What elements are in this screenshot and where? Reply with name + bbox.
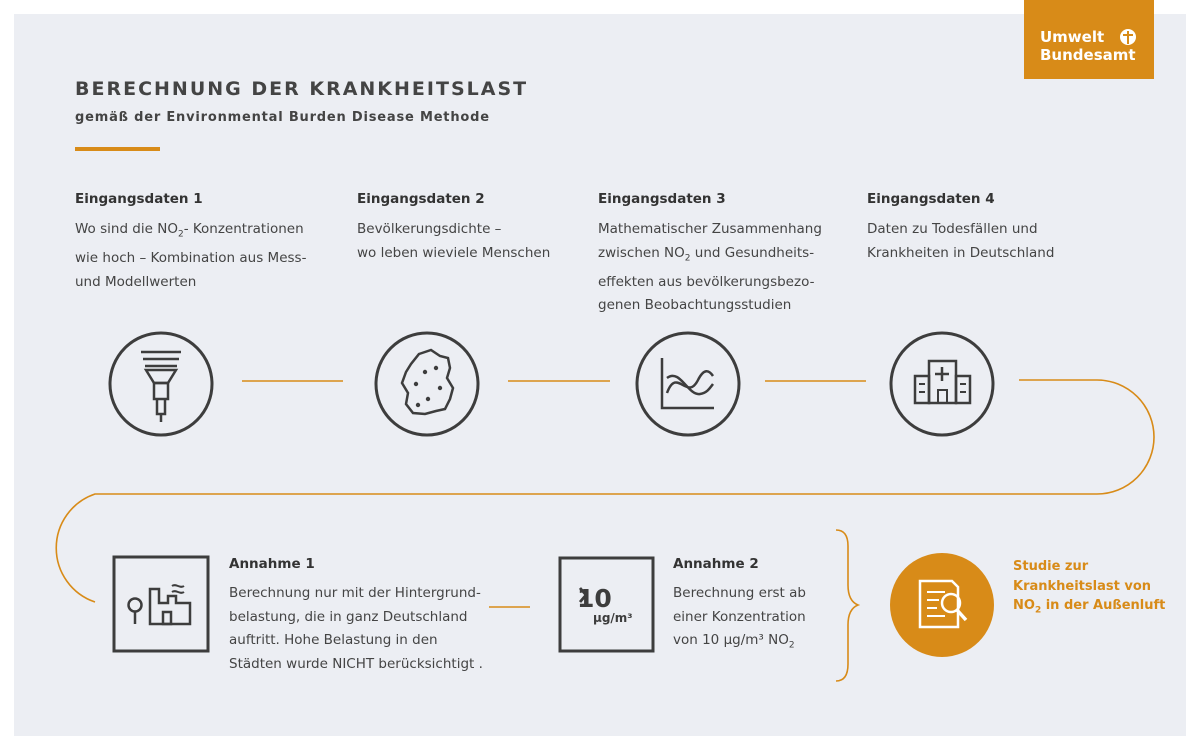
- factory-tree-icon: [114, 557, 208, 651]
- input-2-text: Bevölkerungsdichte – wo leben wieviele Menschen: [357, 221, 551, 261]
- input-4-heading: Eingangsdaten 4: [867, 191, 995, 207]
- germany-map-icon: [376, 333, 478, 435]
- logo-line-1: Umwelt: [1040, 28, 1105, 46]
- input-4-text: Daten zu Todesfällen und Krankheiten in Deutschland: [867, 221, 1055, 261]
- page-subtitle: gemäß der Environmental Burden Disease Methode: [75, 110, 490, 125]
- assumption-2-heading: Annahme 2: [673, 556, 759, 572]
- threshold-unit: µg/m³: [593, 611, 633, 625]
- assumption-2-text: Berechnung erst ab einer Konzentration von 10 µg/m³ $NO_2$: [673, 585, 806, 651]
- input-1-text: Wo sind die $NO_2-$ Konzentrationen wie hoch – Kombination aus Mess- und Modellwerten: [75, 221, 307, 290]
- connector-snake: [56, 380, 1154, 602]
- bracket: [836, 530, 858, 681]
- input-3-text: Mathematischer Zusammenhang zwischen $NO_2$ und Gesundheits- effekten aus bevölkerungsbezo- genen Beobachtungsstudien: [598, 221, 822, 314]
- assumption-1-text: Berechnung nur mit der Hintergrund- belastung, die in ganz Deutschland auftritt. Hohe Belastung in den Städten wurde NICHT berücksichtigt .: [229, 585, 483, 672]
- input-3-heading: Eingangsdaten 3: [598, 191, 726, 207]
- assumption-1-heading: Annahme 1: [229, 556, 315, 572]
- result-text: Studie zur Krankheitslast von $NO_2$ in der Außenluft: [1013, 559, 1166, 616]
- graph-icon: [637, 333, 739, 435]
- sensor-icon: [110, 333, 212, 435]
- input-1-heading: Eingangsdaten 1: [75, 191, 203, 207]
- input-2-heading: Eingangsdaten 2: [357, 191, 485, 207]
- document-search-icon: [890, 553, 994, 657]
- page-title: BERECHNUNG DER KRANKHEITSLAST: [75, 78, 529, 100]
- logo-line-2: Bundesamt: [1040, 46, 1136, 64]
- threshold-value: 10: [577, 584, 612, 613]
- hospital-icon: [891, 333, 993, 435]
